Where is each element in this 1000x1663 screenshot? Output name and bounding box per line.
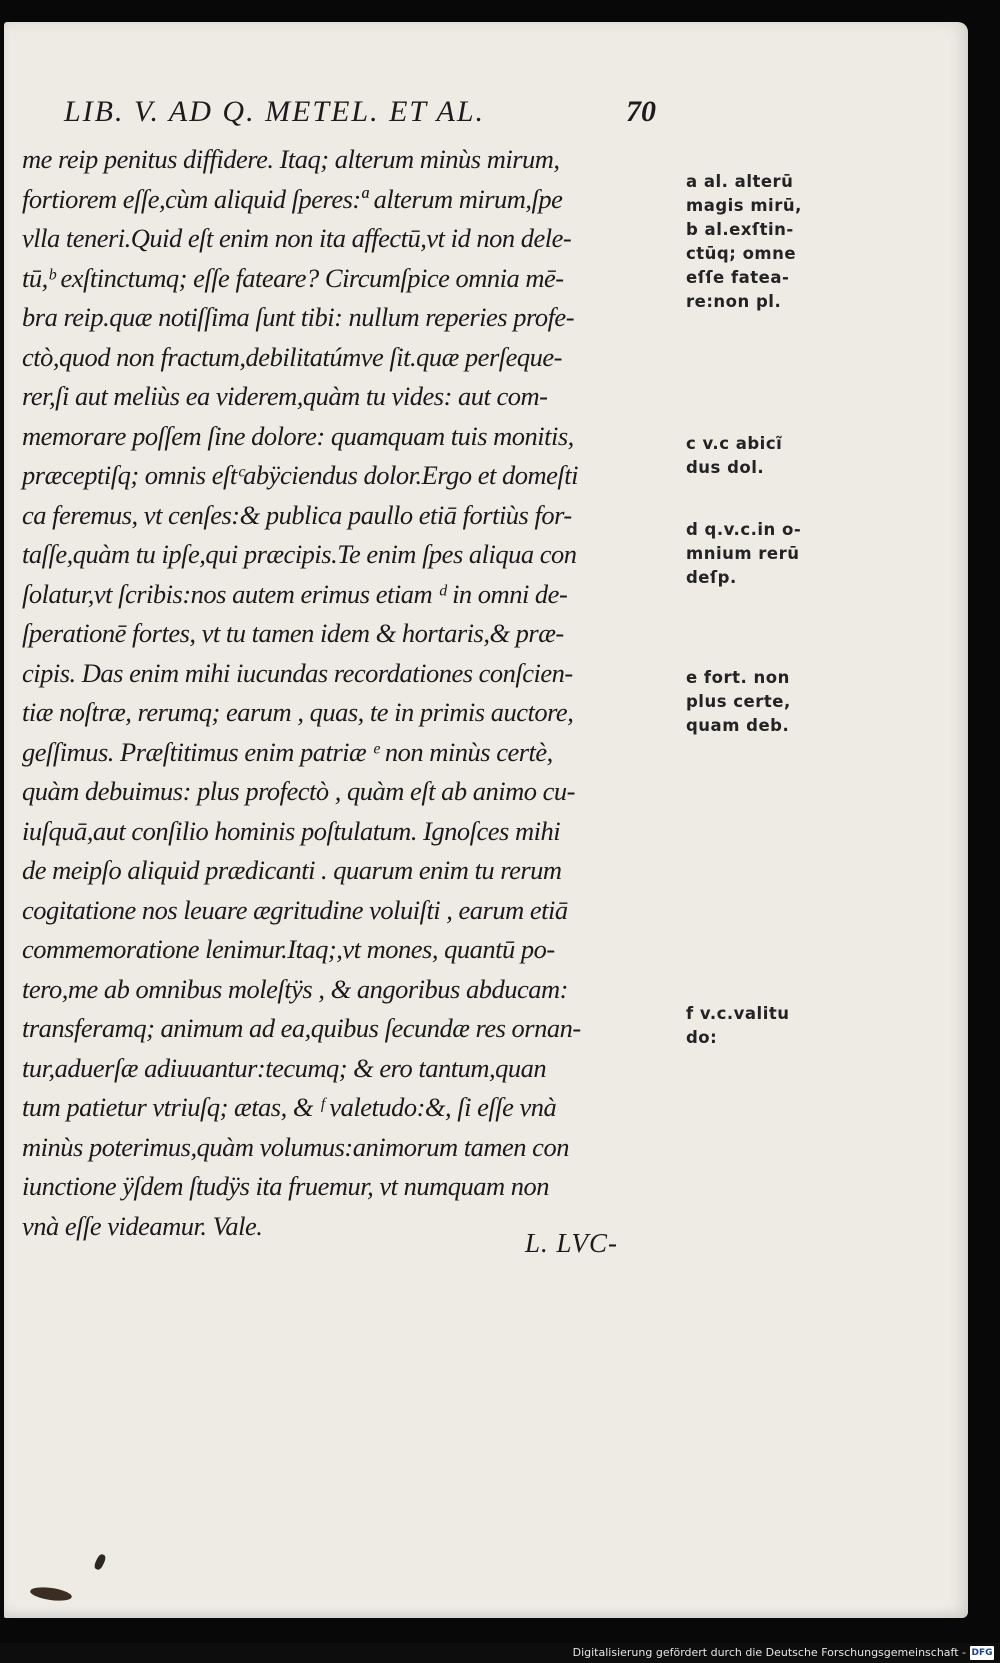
text-line: cogitatione nos leuare ægritudine voluiſti , earum etiā xyxy=(22,894,568,925)
dfg-logo: DFG xyxy=(971,1648,993,1658)
text-line: me reip penitus diffidere. Itaq; alterum minùs mirum, xyxy=(22,144,560,174)
text-line: de meipſo aliquid prædicanti . quarum enim tu rerum xyxy=(22,855,562,885)
text-line: tur,aduerſæ adiuuantur:tecumq; & ero tantum,quan xyxy=(22,1052,547,1083)
catchword: L. LVC- xyxy=(525,1228,619,1258)
main-text-block xyxy=(22,140,702,1246)
marginal-note xyxy=(686,170,836,314)
running-head xyxy=(64,90,664,134)
marginal-note-line: eſſe fatea- xyxy=(686,268,790,287)
marginal-note-line: quam deb. xyxy=(686,716,790,735)
marginal-note-line: c v.c abicĩ xyxy=(686,434,783,453)
text-line: commemoratione lenimur.Itaq;,vt mones, quantū po- xyxy=(22,934,555,964)
marginal-note-line: dus dol. xyxy=(686,458,765,477)
marginal-note-line: b al.exſtin- xyxy=(686,220,794,239)
text-line: tum patietur vtriuſq; ætas, & ᶠ valetudo:&, ſi eſſe vnà xyxy=(22,1092,557,1122)
text-line: ſolatur,vt ſcribis:nos autem erimus etiam ᵈ in omni de- xyxy=(22,578,568,609)
text-line: vlla teneri.Quid eſt enim non ita affectū,vt id non dele- xyxy=(22,223,572,253)
text-line: transferamq; animum ad ea,quibus ſecundæ res ornan- xyxy=(22,1013,581,1043)
marginal-note-line: a al. alterū xyxy=(686,172,794,191)
text-line: ſperationē fortes, vt tu tamen idem & hortaris,& præ- xyxy=(22,618,564,648)
marginal-note-line: deſp. xyxy=(686,568,737,587)
marginal-note-line: mnium rerū xyxy=(686,544,800,563)
text-line: quàm debuimus: plus profectò , quàm eſt ab animo cu- xyxy=(22,776,576,806)
text-line: cipis. Das enim mihi iucundas recordationes conſcien- xyxy=(22,657,573,688)
marginal-note-line: f v.c.valitu xyxy=(686,1004,790,1023)
text-line: fortiorem eſſe,cùm aliquid ſperes:ª alterum mirum,ſpe xyxy=(22,183,563,214)
marginal-note xyxy=(686,518,836,590)
marginal-note xyxy=(686,666,836,738)
text-line: tero,me ab omnibus moleſtÿs , & angoribus abducam: xyxy=(22,973,568,1004)
text-line: memorare poſſem ſine dolore: quamquam tuis monitis, xyxy=(22,420,574,451)
marginal-note-line: magis mirū, xyxy=(686,196,802,215)
text-line: vnà eſſe videamur. Vale. xyxy=(22,1210,263,1241)
marginal-note-line: plus certe, xyxy=(686,692,791,711)
text-line: taſſe,quàm tu ipſe,qui præcipis.Te enim ſpes aliqua con xyxy=(22,539,577,569)
running-head-title: LIB. V. AD Q. METEL. ET AL. xyxy=(64,95,486,128)
marginal-note xyxy=(686,1002,836,1050)
marginal-note-line: e fort. non xyxy=(686,668,790,687)
text-line: iuſquā,aut conſilio hominis poſtulatum. Ignoſces mihi xyxy=(22,815,561,846)
text-line: ctò,quod non fractum,debilitatúmve ſit.quæ perſeque- xyxy=(22,341,562,372)
folio-number: 70 xyxy=(626,95,656,128)
text-line: tū,ᵇ exſtinctumq; eſſe fateare? Circumſpice omnia mē- xyxy=(22,262,564,293)
text-line: tiæ noſtræ, rerumq; earum , quas, te in primis auctore, xyxy=(22,697,574,727)
marginal-note-line: ctūq; omne xyxy=(686,244,797,263)
digitization-credit: Digitalisierung gefördert durch die Deutsche Forschungsgemeinschaft - xyxy=(572,1646,966,1659)
text-line: iunctione ÿſdem ſtudÿs ita fruemur, vt numquam non xyxy=(22,1171,550,1201)
marginal-note-line: do: xyxy=(686,1028,718,1047)
text-line: ca feremus, vt cenſes:& publica paullo etiā fortiùs for- xyxy=(22,499,572,530)
text-line: bra reip.quæ notiſſima ſunt tibi: nullum reperies profe- xyxy=(22,302,575,332)
marginal-note xyxy=(686,432,836,480)
text-line: geſſimus. Præſtitimus enim patriæ ᵉ non minùs certè, xyxy=(22,736,553,767)
marginal-note-line: re:non pl. xyxy=(686,292,782,311)
text-line: præceptiſq; omnis eſtᶜabÿciendus dolor.Ergo et domeſti xyxy=(22,460,579,490)
marginal-note-line: d q.v.c.in o- xyxy=(686,520,802,539)
text-line: rer,ſi aut meliùs ea viderem,quàm tu vides: aut com- xyxy=(22,381,548,411)
text-line: minùs poterimus,quàm volumus:animorum tamen con xyxy=(22,1131,569,1162)
